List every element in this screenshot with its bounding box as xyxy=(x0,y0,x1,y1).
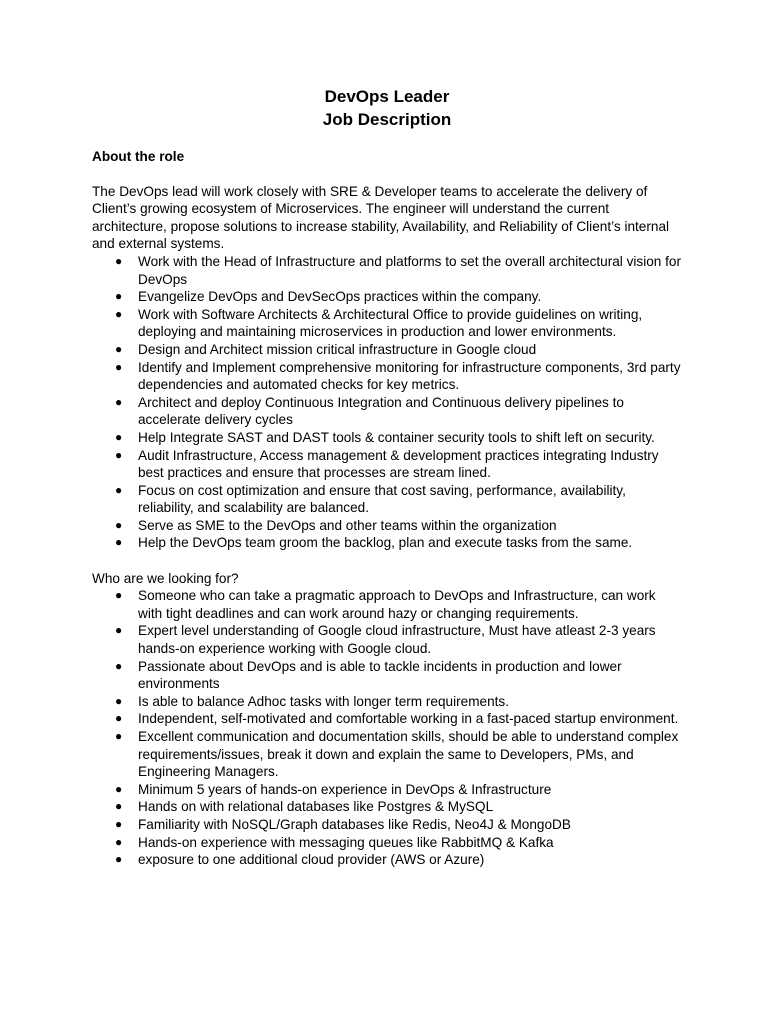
list-item-text: Evangelize DevOps and DevSecOps practices within the company. xyxy=(138,289,542,305)
bullet-icon: ● xyxy=(115,306,123,321)
requirements-list xyxy=(92,587,682,869)
list-item xyxy=(92,658,682,693)
bullet-icon: ● xyxy=(115,535,123,550)
looking-for-heading: Who are we looking for? xyxy=(92,570,239,586)
list-item-text: Expert level understanding of Google cloud infrastructure, Must have atleast 2-3 years hands-on experience working with Google cloud. xyxy=(138,623,656,657)
list-item xyxy=(92,482,682,517)
list-item xyxy=(92,447,682,482)
list-item-text: Audit Infrastructure, Access management & development practices integrating Industry best practices and ensure that processes are stream lined. xyxy=(138,447,659,481)
list-item-text: Architect and deploy Continuous Integration and Continuous delivery pipelines to accelerate delivery cycles xyxy=(138,394,624,428)
list-item-text: Minimum 5 years of hands-on experience in DevOps & Infrastructure xyxy=(138,781,552,797)
list-item-text: Work with Software Architects & Architectural Office to provide guidelines on writing, deploying and maintaining microservices in production and lower environments. xyxy=(138,306,643,340)
bullet-icon: ● xyxy=(115,341,123,356)
bullet-icon: ● xyxy=(115,799,123,814)
list-item-text: Someone who can take a pragmatic approach to DevOps and Infrastructure, can work with tight deadlines and can work around hazy or changing requirements. xyxy=(138,588,656,621)
list-item-text: Help Integrate SAST and DAST tools & container security tools to shift left on security. xyxy=(138,429,655,445)
list-item-text: Identify and Implement comprehensive monitoring for infrastructure components, 3rd party dependencies and automated checks for key metrics. xyxy=(138,359,681,393)
list-item xyxy=(92,394,682,429)
list-item xyxy=(92,622,682,657)
bullet-icon: ● xyxy=(115,359,123,374)
bullet-icon: ● xyxy=(115,834,123,849)
bullet-icon: ● xyxy=(115,482,123,497)
bullet-icon: ● xyxy=(115,852,123,867)
list-item-text: Hands-on experience with messaging queues like RabbitMQ & Kafka xyxy=(138,834,554,850)
list-item xyxy=(92,306,682,341)
bullet-icon: ● xyxy=(115,658,123,673)
list-item xyxy=(92,728,682,781)
list-item xyxy=(92,834,682,852)
title-line-1: DevOps Leader xyxy=(324,87,450,106)
list-item-text: Is able to balance Adhoc tasks with longer term requirements. xyxy=(138,693,510,709)
list-item xyxy=(92,359,682,394)
list-item-text: Serve as SME to the DevOps and other teams within the organization xyxy=(138,517,557,533)
list-item xyxy=(92,816,682,834)
title-line-2: Job Description xyxy=(322,109,452,129)
bullet-icon: ● xyxy=(115,729,123,743)
list-item-text: Help the DevOps team groom the backlog, plan and execute tasks from the same. xyxy=(138,535,633,551)
list-item-text: Independent, self-motivated and comfortable working in a fast-paced startup environment. xyxy=(138,711,679,727)
list-item xyxy=(92,710,682,728)
document-page xyxy=(92,86,682,869)
document-title xyxy=(92,86,682,131)
bullet-icon: ● xyxy=(115,253,123,268)
about-role-heading: About the role xyxy=(92,149,185,164)
bullet-icon: ● xyxy=(115,289,123,304)
list-item-text: Passionate about DevOps and is able to tackle incidents in production and lower environments xyxy=(138,658,622,692)
list-item xyxy=(92,798,682,816)
list-item xyxy=(92,693,682,711)
list-item-text: Work with the Head of Infrastructure and platforms to set the overall architectural vision for DevOps xyxy=(138,253,681,287)
bullet-icon: ● xyxy=(115,394,123,409)
bullet-icon: ● xyxy=(115,429,123,444)
bullet-icon: ● xyxy=(115,517,123,532)
bullet-icon: ● xyxy=(115,588,123,603)
list-item xyxy=(92,341,682,359)
bullet-icon: ● xyxy=(115,711,123,726)
list-item xyxy=(92,429,682,447)
bullet-icon: ● xyxy=(115,781,123,796)
responsibilities-list xyxy=(92,253,682,552)
bullet-icon: ● xyxy=(115,623,123,638)
bullet-icon: ● xyxy=(115,816,123,831)
list-item-text: Hands on with relational databases like Postgres & MySQL xyxy=(138,799,494,815)
list-item xyxy=(92,517,682,535)
list-item xyxy=(92,587,682,622)
list-item-text: exposure to one additional cloud provider (AWS or Azure) xyxy=(138,852,485,868)
list-item xyxy=(92,288,682,306)
list-item xyxy=(92,253,682,288)
list-item-text: Excellent communication and documentation skills, should be able to understand complex requirements/issues, break it down and explain the same to Developers, PMs, and Engineering Managers. xyxy=(138,729,679,780)
list-item xyxy=(92,534,682,552)
list-item xyxy=(92,781,682,799)
list-item-text: Design and Architect mission critical infrastructure in Google cloud xyxy=(138,341,537,357)
list-item-text: Familiarity with NoSQL/Graph databases like Redis, Neo4J & MongoDB xyxy=(138,816,571,832)
about-role-paragraph: The DevOps lead will work closely with SRE & Developer teams to accelerate the delivery of Client’s growing ecosystem of Microservices. The engineer will understand the current architecture, propose solutions to increase stability, Availability, and Reliability of Client’s internal and external systems. xyxy=(92,183,670,252)
bullet-icon: ● xyxy=(115,447,123,462)
list-item xyxy=(92,851,682,869)
bullet-icon: ● xyxy=(115,693,123,708)
list-item-text: Focus on cost optimization and ensure that cost saving, performance, availability, reliability, and scalability are balanced. xyxy=(138,482,626,516)
